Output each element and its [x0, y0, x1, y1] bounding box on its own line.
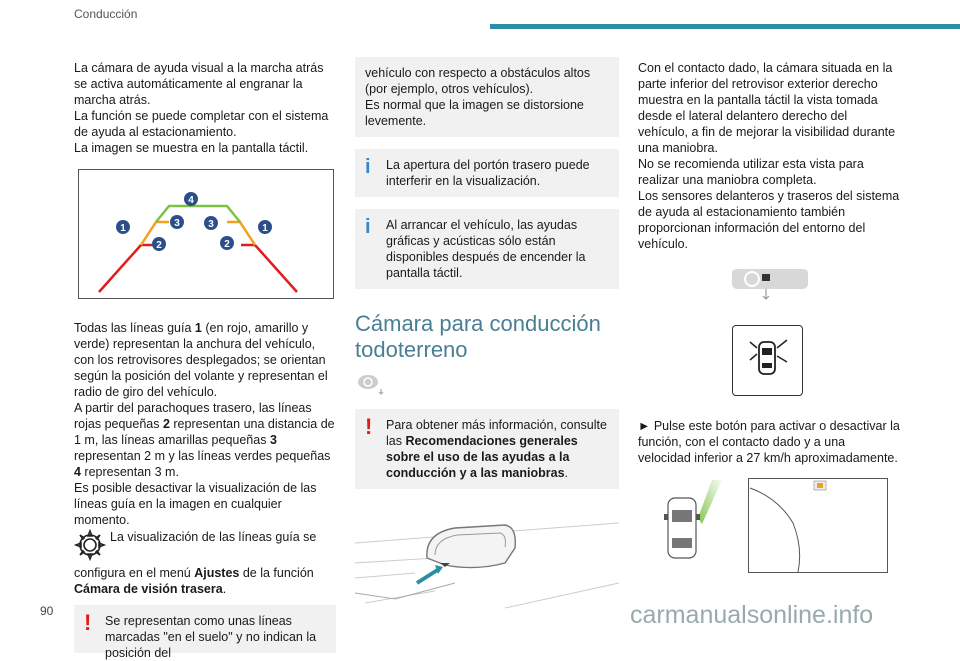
column-3	[638, 60, 900, 575]
warning-box-1	[74, 605, 336, 660]
offroad-camera-button[interactable]	[732, 325, 803, 396]
car-camera-icon	[733, 326, 802, 395]
running-header: Conducción	[74, 7, 138, 21]
info-box-1: i La apertura del portón trasero puede interferir en la visualización.	[355, 149, 619, 197]
svg-text:3: 3	[208, 219, 214, 230]
guide-text-2: A partir del parachoques trasero, las líneas rojas pequeñas 2 representan una distancia de 1 m, las líneas amarillas pequeñas 3 representan 2 m y las líneas verdes pequeñas 4 representan 3 m.	[74, 401, 335, 479]
svg-text:1: 1	[262, 223, 268, 234]
info-mark: i	[365, 216, 371, 238]
col3-intro-3: Los sensores delanteros y traseros del sistema de ayuda al estacionamiento también proporcionan información del entorno del vehículo.	[638, 189, 900, 251]
label-2-right	[220, 236, 234, 250]
info-mark: i	[365, 156, 371, 178]
intro-line-3: La imagen se muestra en la pantalla táctil.	[74, 141, 309, 155]
red-guide-line-left	[99, 245, 141, 292]
warning-mark: !	[84, 610, 92, 635]
guide-text-1: Todas las líneas guía 1 (en rojo, amarillo y verde) representan la anchura del vehículo, con los retrovisores desplegados; se orientan según la posición del volante y representan el radio de giro del vehículo.	[74, 321, 328, 399]
activation-instruction: ► Pulse este botón para activar o desactivar la función, con el contacto dado y a una velocidad inferior a 27 km/h aproximadamente.	[638, 419, 900, 465]
svg-text:1: 1	[120, 223, 126, 234]
svg-text:3: 3	[174, 218, 180, 229]
header-accent-bar	[490, 24, 960, 29]
label-2-left	[152, 237, 166, 251]
warning-box-2: ! Para obtener más información, consulte las Recomendaciones generales sobre el uso de las ayudas a la conducción y a las maniobras.	[355, 409, 619, 489]
warning-mark: !	[365, 414, 373, 439]
label-3-left	[170, 215, 184, 229]
info-box-2: i Al arrancar el vehículo, las ayudas gráficas y acústicas sólo están disponibles después de encender la pantalla táctil.	[355, 209, 619, 289]
guide-text-3: Es posible desactivar la visualización de las líneas guía en la imagen en cualquier momento.	[74, 481, 317, 527]
intro-line-1: La cámara de ayuda visual a la marcha atrás se activa automáticamente al engranar la marcha atrás.	[74, 61, 324, 107]
section-title: Cámara para conducción todoterreno	[355, 311, 601, 362]
watermark: carmanualsonline.info	[630, 601, 874, 629]
warning-text: Se representan como unas líneas marcadas "en el suelo" y no indican la posición del	[105, 614, 317, 660]
guide-lines-diagram	[78, 169, 334, 299]
intro-line-2: La función se puede completar con el sistema de ayuda al estacionamiento.	[74, 109, 329, 139]
settings-note: La visualización de las líneas guía se configura en el menú Ajustes de la función Cámara de visión trasera.	[74, 530, 317, 596]
col3-intro-2: No se recomienda utilizar esta vista para realizar una maniobra completa.	[638, 157, 864, 187]
label-3-right	[204, 216, 218, 230]
page-number: 90	[40, 604, 54, 618]
label-4	[184, 192, 198, 206]
camera-screen-view	[748, 478, 888, 573]
column-1	[74, 60, 336, 660]
gear-icon	[74, 529, 106, 565]
svg-text:2: 2	[224, 239, 230, 250]
label-1-right	[258, 220, 272, 234]
label-1-left	[116, 220, 130, 234]
green-guide-line	[156, 206, 240, 222]
car-top-view	[660, 480, 740, 572]
camera-view-illustrations	[638, 480, 900, 575]
col3-intro-1: Con el contacto dado, la cámara situada en la parte inferior del retrovisor exterior derecho muestra en la pantalla táctil la vista tomada desde el lateral delantero derecho del vehículo, a fin de mejorar la visibilidad durante una maniobra.	[638, 61, 896, 155]
svg-text:4: 4	[188, 195, 194, 206]
mirror-camera-illustration	[355, 503, 619, 617]
column-2	[355, 57, 619, 617]
svg-text:2: 2	[156, 240, 162, 251]
offroad-camera-icon	[355, 373, 619, 399]
warning-box-1-continued: vehículo con respecto a obstáculos altos (por ejemplo, otros vehículos). Es normal que la imagen se distorsione levemente.	[355, 57, 619, 137]
guide-lines-svg	[79, 170, 333, 298]
camera-button-icon	[732, 269, 900, 307]
red-guide-line-right	[255, 245, 297, 292]
